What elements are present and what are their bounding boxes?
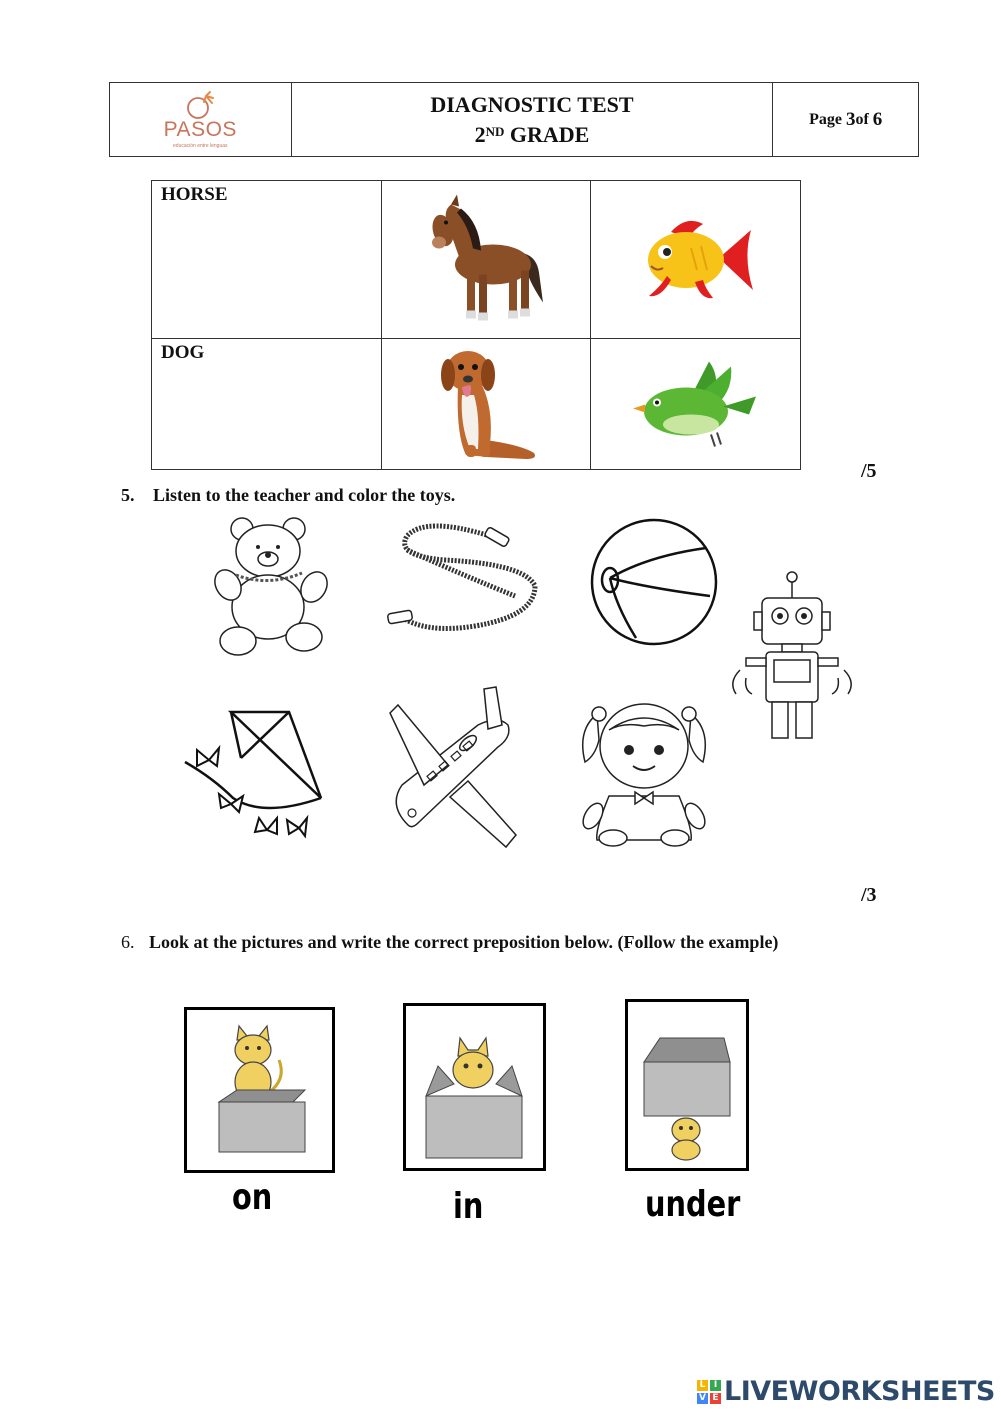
dog-image[interactable]: [381, 339, 591, 470]
preposition-picture-in: [403, 1003, 546, 1171]
grade-suffix: ND: [485, 124, 505, 139]
answer-on[interactable]: on: [232, 1177, 273, 1218]
kite-icon[interactable]: [183, 708, 325, 844]
answer-in[interactable]: in: [453, 1186, 484, 1227]
question-text: Look at the pictures and write the correct preposition below. (Follow the example): [149, 932, 779, 952]
airplane-icon[interactable]: [388, 685, 523, 857]
logo-text: PASOS: [163, 118, 237, 141]
robot-icon[interactable]: [726, 570, 858, 742]
cat-on-box-icon: [187, 1010, 332, 1170]
page-of: of: [855, 110, 869, 128]
animal-label[interactable]: HORSE: [152, 181, 382, 339]
logo: [110, 83, 292, 156]
beach-ball-icon[interactable]: [588, 516, 720, 648]
table-row: [152, 339, 801, 470]
header-table: [109, 82, 919, 157]
horse-image[interactable]: [381, 181, 591, 339]
icon-letter: L: [697, 1380, 708, 1391]
table-row: [152, 181, 801, 339]
animal-label[interactable]: DOG: [152, 339, 382, 470]
doll-icon[interactable]: [575, 700, 713, 848]
question-number: 5.: [121, 485, 135, 505]
page-indicator: [773, 83, 918, 156]
question-number: 6.: [121, 932, 135, 952]
preposition-picture-under: [625, 999, 749, 1171]
answer-under[interactable]: under: [645, 1184, 741, 1225]
icon-letter: I: [710, 1380, 721, 1391]
cat-under-box-icon: [628, 1002, 746, 1168]
bird-image[interactable]: [591, 339, 801, 470]
grade-word: GRADE: [504, 122, 590, 147]
score-box: /3: [861, 884, 877, 906]
jump-rope-icon[interactable]: [385, 516, 540, 646]
question-text: Listen to the teacher and color the toys.: [153, 485, 456, 505]
score-box: /5: [861, 460, 877, 482]
page-current: 3: [845, 108, 856, 130]
title-line: DIAGNOSTIC TEST: [430, 92, 634, 117]
liveworksheets-text: LIVEWORKSHEETS: [724, 1376, 995, 1407]
preposition-picture-on: [184, 1007, 335, 1173]
animal-table: [151, 180, 801, 470]
liveworksheets-logo[interactable]: [697, 1376, 995, 1407]
icon-letter: E: [710, 1393, 721, 1404]
liveworksheets-icon: [697, 1380, 721, 1404]
page-prefix: Page: [809, 110, 842, 128]
logo-subtitle: educación entre lenguas: [173, 143, 228, 149]
fish-image[interactable]: [591, 181, 801, 339]
teddy-bear-icon[interactable]: [212, 515, 334, 660]
question-5: [121, 485, 455, 506]
test-title: [292, 83, 774, 156]
icon-letter: V: [697, 1393, 708, 1404]
cat-in-box-icon: [406, 1006, 543, 1168]
question-6: [121, 932, 778, 953]
page-total: 6: [872, 108, 883, 130]
grade-line: [475, 118, 590, 148]
grade-number: 2: [474, 122, 486, 147]
